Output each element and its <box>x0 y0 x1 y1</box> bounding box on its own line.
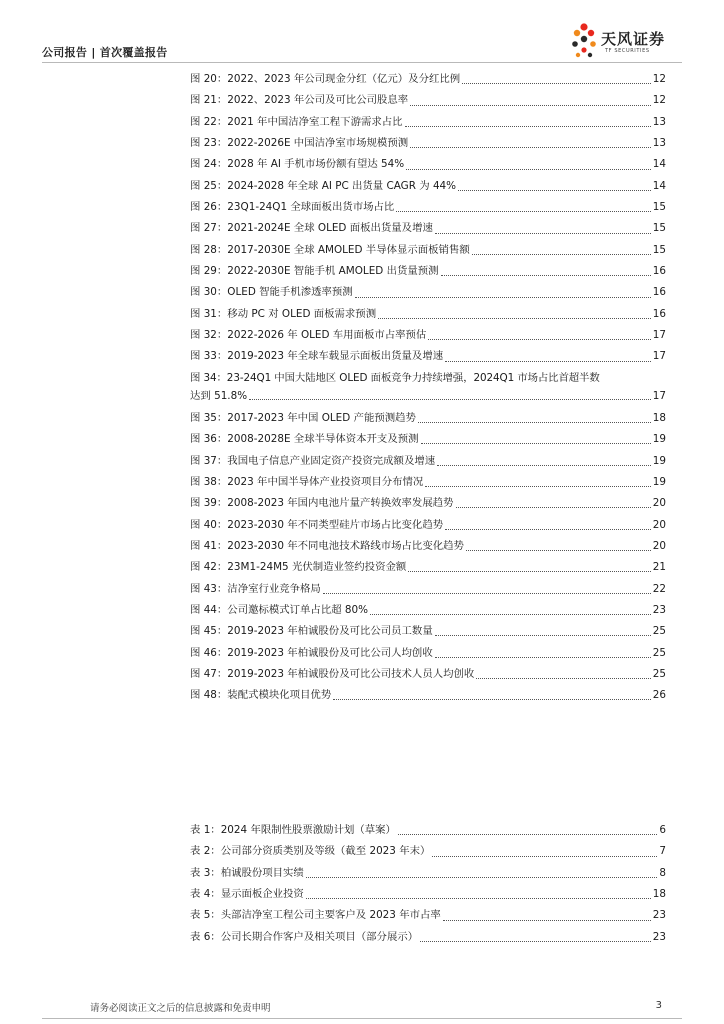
brand-name-en: TF SECURITIES <box>605 48 650 54</box>
flower-logo-icon <box>568 22 602 60</box>
table-page: 6 <box>659 824 666 836</box>
figure-entry[interactable] <box>190 368 666 403</box>
figure-entry[interactable] <box>190 176 666 197</box>
dot-leader <box>435 657 651 658</box>
figure-label: 图 28：2017-2030E 全球 AMOLED 半导体显示面板销售额 <box>190 243 470 256</box>
figure-page: 18 <box>652 411 666 424</box>
figure-label-line2: 达到 51.8% <box>190 389 248 402</box>
dot-leader <box>333 699 651 700</box>
figure-page: 23 <box>652 603 666 616</box>
dot-leader <box>410 105 651 106</box>
table-entry[interactable] <box>190 820 666 841</box>
dot-leader <box>418 422 651 423</box>
table-label: 表 5：头部洁净室工程公司主要客户及 2023 年市占率 <box>190 909 441 922</box>
figure-entry[interactable] <box>190 304 666 325</box>
table-page: 18 <box>652 888 666 901</box>
table-entry[interactable] <box>190 863 666 884</box>
table-label: 表 3：柏诚股份项目实绩 <box>190 866 304 879</box>
figure-page: 16 <box>652 307 666 320</box>
figure-label: 图 21：2022、2023 年公司及可比公司股息率 <box>190 94 409 107</box>
dot-leader <box>370 614 651 615</box>
table-label: 表 6：公司长期合作客户及相关项目（部分展示） <box>190 930 419 943</box>
figure-label: 图 24：2028 年 AI 手机市场份额有望达 54% <box>190 158 405 171</box>
figure-page: 13 <box>652 115 666 128</box>
disclaimer-note: 请务必阅读正文之后的信息披露和免责申明 <box>90 1003 271 1014</box>
figure-page: 25 <box>652 667 666 680</box>
dot-leader <box>458 190 651 191</box>
report-type-title: 公司报告 | 首次覆盖报告 <box>42 46 168 59</box>
figure-list <box>190 69 666 707</box>
dot-leader <box>323 593 651 594</box>
figure-page: 25 <box>652 625 666 638</box>
dot-leader <box>428 339 650 340</box>
table-entry[interactable] <box>190 841 666 862</box>
figure-label: 图 42：23M1-24M5 光伏制造业签约投资金额 <box>190 561 407 574</box>
dot-leader <box>306 898 651 899</box>
figure-page: 21 <box>652 561 666 574</box>
figure-page: 16 <box>652 286 666 299</box>
dot-leader <box>443 920 651 921</box>
figure-entry[interactable] <box>190 515 666 536</box>
dot-leader <box>462 83 651 84</box>
dot-leader <box>435 233 651 234</box>
figure-label: 图 38：2023 年中国半导体产业投资项目分布情况 <box>190 475 424 488</box>
figure-label: 图 48：装配式模块化项目优势 <box>190 689 332 702</box>
table-page: 7 <box>659 845 666 858</box>
figure-page: 17 <box>652 389 666 402</box>
dot-leader <box>410 147 651 148</box>
figure-label: 图 44：公司邀标模式订单占比超 80% <box>190 603 368 616</box>
dot-leader <box>398 834 657 835</box>
table-label: 表 2：公司部分资质类别及等级（截至 2023 年末） <box>190 845 431 858</box>
figure-page: 14 <box>652 158 666 171</box>
figure-entry[interactable] <box>190 451 666 472</box>
figure-entry[interactable] <box>190 685 666 706</box>
figure-label: 图 29：2022-2030E 智能手机 AMOLED 出货量预测 <box>190 265 439 278</box>
dot-leader <box>406 169 651 170</box>
figure-entry[interactable] <box>190 621 666 642</box>
table-page: 23 <box>652 909 666 922</box>
figure-label: 图 46：2019-2023 年柏诚股份及可比公司人均创收 <box>190 646 433 659</box>
dot-leader <box>396 211 650 212</box>
figure-label: 图 32：2022-2026 年 OLED 车用面板市占率预估 <box>190 329 427 342</box>
dot-leader <box>408 571 651 572</box>
figure-page: 20 <box>652 497 666 510</box>
figure-label: 图 20：2022、2023 年公司现金分红（亿元）及分红比例 <box>190 73 461 85</box>
figure-page: 15 <box>652 201 666 214</box>
table-label: 表 4：显示面板企业投资 <box>190 888 304 901</box>
figure-page: 15 <box>652 222 666 235</box>
figure-entry[interactable] <box>190 408 666 429</box>
page-number: 3 <box>655 1000 662 1011</box>
figure-entry[interactable] <box>190 154 666 175</box>
brand-logo <box>568 22 678 60</box>
figure-entry[interactable] <box>190 197 666 218</box>
figure-label: 图 30：OLED 智能手机渗透率预测 <box>190 286 353 299</box>
dot-leader <box>456 507 651 508</box>
figure-entry[interactable] <box>190 346 666 367</box>
header-divider <box>42 62 682 63</box>
figure-label: 图 47：2019-2023 年柏诚股份及可比公司技术人员人均创收 <box>190 667 475 680</box>
figure-label: 图 33：2019-2023 年全球车载显示面板出货量及增速 <box>190 350 444 363</box>
figure-entry[interactable] <box>190 493 666 514</box>
figure-label: 图 40：2023-2030 年不同类型硅片市场占比变化趋势 <box>190 518 444 531</box>
figure-entry[interactable] <box>190 325 666 346</box>
figure-label: 图 37：我国电子信息产业固定资产投资完成额及增速 <box>190 454 436 467</box>
figure-entry[interactable] <box>190 643 666 664</box>
figure-entry[interactable] <box>190 218 666 239</box>
dot-leader <box>306 877 658 878</box>
table-page: 23 <box>652 930 666 943</box>
dot-leader <box>445 529 651 530</box>
figure-page: 12 <box>652 94 666 107</box>
dot-leader <box>249 399 651 400</box>
figure-page: 17 <box>652 350 666 363</box>
figure-entry[interactable] <box>190 536 666 557</box>
dot-leader <box>441 275 651 276</box>
figure-entry[interactable] <box>190 69 666 90</box>
figure-entry[interactable] <box>190 664 666 685</box>
figure-label: 图 26：23Q1-24Q1 全球面板出货市场占比 <box>190 201 395 214</box>
figure-page: 20 <box>652 518 666 531</box>
figure-page: 15 <box>652 243 666 256</box>
figure-page: 20 <box>652 539 666 552</box>
table-entry[interactable] <box>190 905 666 926</box>
figure-page: 26 <box>652 689 666 702</box>
figure-entry[interactable] <box>190 429 666 450</box>
dot-leader <box>476 678 650 679</box>
figure-entry[interactable] <box>190 579 666 600</box>
figure-page: 13 <box>652 137 666 150</box>
figure-entry[interactable] <box>190 240 666 261</box>
figure-entry[interactable] <box>190 472 666 493</box>
figure-label: 图 39：2008-2023 年国内电池片量产转换效率发展趋势 <box>190 497 454 510</box>
figure-label-line1: 图 34：23-24Q1 中国大陆地区 OLED 面板竞争力持续增强，2024Q1 市场占比首超半数 <box>190 371 600 384</box>
figure-label: 图 22：2021 年中国洁净室工程下游需求占比 <box>190 115 403 128</box>
figure-label: 图 27：2021-2024E 全球 OLED 面板出货量及增速 <box>190 222 433 235</box>
table-entry[interactable] <box>190 884 666 905</box>
figure-label: 图 23：2022-2026E 中国洁净室市场规模预测 <box>190 137 409 150</box>
figure-entry[interactable] <box>190 282 666 303</box>
dot-leader <box>472 254 651 255</box>
figure-label: 图 35：2017-2023 年中国 OLED 产能预测趋势 <box>190 411 416 424</box>
dot-leader <box>435 635 651 636</box>
dot-leader <box>466 550 651 551</box>
dot-leader <box>425 486 650 487</box>
dot-leader <box>405 126 651 127</box>
figure-entry[interactable] <box>190 133 666 154</box>
figure-page: 22 <box>652 582 666 595</box>
figure-page: 12 <box>652 73 666 85</box>
figure-page: 19 <box>652 475 666 488</box>
table-entry[interactable] <box>190 927 666 948</box>
dot-leader <box>437 465 651 466</box>
dot-leader <box>355 297 651 298</box>
figure-page: 19 <box>652 433 666 446</box>
figure-page: 14 <box>652 179 666 192</box>
dot-leader <box>420 941 651 942</box>
table-page: 8 <box>659 866 666 879</box>
footer-divider <box>42 1018 682 1019</box>
figure-page: 16 <box>652 265 666 278</box>
figure-entry[interactable] <box>190 261 666 282</box>
dot-leader <box>432 856 657 857</box>
figure-page: 19 <box>652 454 666 467</box>
table-label: 表 1：2024 年限制性股票激励计划（草案） <box>190 824 396 836</box>
figure-page: 17 <box>652 329 666 342</box>
figure-entry[interactable] <box>190 557 666 578</box>
figure-label: 图 31：移动 PC 对 OLED 面板需求预测 <box>190 307 377 320</box>
figure-page: 25 <box>652 646 666 659</box>
table-list <box>190 820 666 948</box>
figure-label-line2-row <box>190 389 666 403</box>
dot-leader <box>445 361 651 362</box>
figure-entry[interactable] <box>190 600 666 621</box>
figure-label: 图 45：2019-2023 年柏诚股份及可比公司员工数量 <box>190 625 433 638</box>
figure-label: 图 36：2008-2028E 全球半导体资本开支及预测 <box>190 433 419 446</box>
dot-leader <box>378 318 651 319</box>
dot-leader <box>421 443 651 444</box>
figure-entry[interactable] <box>190 112 666 133</box>
brand-name-cn: 天风证券 <box>601 30 666 48</box>
figure-label: 图 43：洁净室行业竞争格局 <box>190 582 321 595</box>
figure-label: 图 41：2023-2030 年不同电池技术路线市场占比变化趋势 <box>190 539 464 552</box>
figure-entry[interactable] <box>190 90 666 111</box>
figure-label: 图 25：2024-2028 年全球 AI PC 出货量 CAGR 为 44% <box>190 179 457 192</box>
